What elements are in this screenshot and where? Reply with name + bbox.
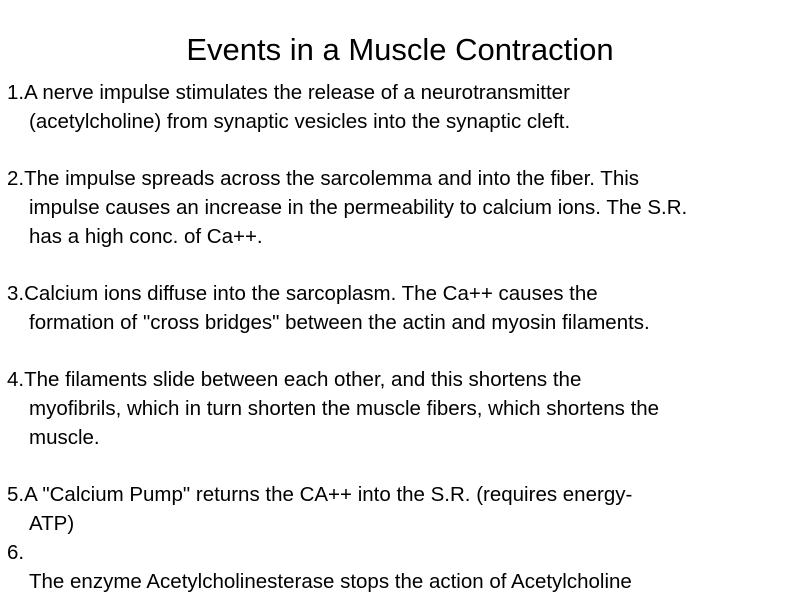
- list-item-text: The enzyme Acetylcholinesterase stops the action of Acetylcholine: [29, 570, 632, 593]
- list-item-3: [7, 279, 800, 337]
- list-item-text: Calcium ions diffuse into the sarcoplasm. The Ca++ causes the: [24, 282, 598, 305]
- numbered-list: [7, 78, 800, 596]
- list-item-number: 2.: [7, 167, 25, 190]
- list-item-text: has a high conc. of Ca++.: [29, 225, 263, 248]
- list-item-6: [7, 538, 800, 596]
- list-item-text: (acetylcholine) from synaptic vesicles into the synaptic cleft.: [29, 110, 571, 133]
- list-item-text: formation of "cross bridges" between the actin and myosin filaments.: [29, 311, 650, 334]
- list-item-first-line: [7, 78, 800, 107]
- list-item-first-line: [7, 164, 800, 193]
- list-item-text: A nerve impulse stimulates the release of a neurotransmitter: [24, 81, 570, 104]
- list-item-text: The filaments slide between each other, and this shortens the: [24, 368, 582, 391]
- list-item-number: 4.: [7, 368, 25, 391]
- list-item-text: The impulse spreads across the sarcolemma and into the fiber. This: [24, 167, 640, 190]
- list-item-text: ATP): [29, 512, 75, 535]
- list-item-number: 6.: [7, 541, 25, 564]
- list-item-first-line: [7, 480, 800, 509]
- list-item-text: A "Calcium Pump" returns the CA++ into the S.R. (requires energy-: [24, 483, 633, 506]
- slide-title: Events in a Muscle Contraction: [186, 32, 614, 67]
- list-item-text: myofibrils, which in turn shorten the muscle fibers, which shortens the: [29, 397, 660, 420]
- list-item-5: [7, 480, 800, 538]
- list-item-number: 3.: [7, 282, 25, 305]
- list-item-2: [7, 164, 800, 251]
- list-item-first-line: [7, 279, 800, 308]
- list-item-text: muscle.: [29, 426, 100, 449]
- list-item-number: 5.: [7, 483, 25, 506]
- list-item-4: [7, 365, 800, 452]
- list-item-first-line: [7, 365, 800, 394]
- list-item-text: impulse causes an increase in the permeability to calcium ions. The S.R.: [29, 196, 688, 219]
- list-item-1: [7, 78, 800, 136]
- list-item-number: 1.: [7, 81, 25, 104]
